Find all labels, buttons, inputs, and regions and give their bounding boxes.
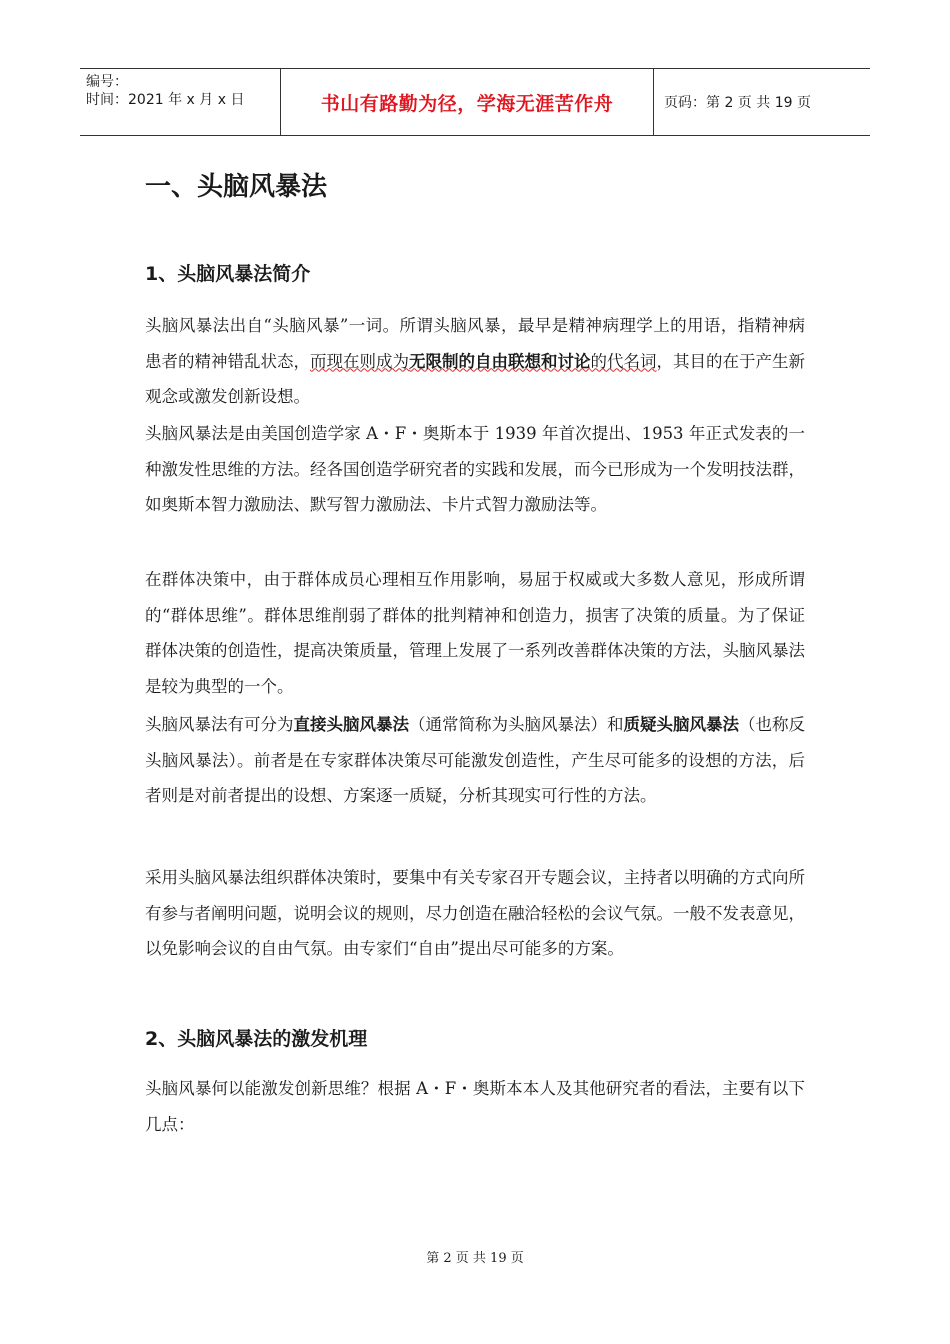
text-run: 的代名词	[590, 351, 657, 371]
paragraph-intro-2: 头脑风暴法是由美国创造学家 A・F・奥斯本于 1939 年首次提出、1953 年正式发表的一种激发性思维的方法。经各国创造学研究者的实践和发展，而今已形成为一个发明技法群，如奥斯本智力激励法、默写智力激励法、卡片式智力激励法等。	[145, 424, 805, 514]
doc-number-label: 编号：	[86, 74, 128, 90]
paragraph-intro-1	[145, 308, 805, 415]
text-run: （也称反头脑风暴法）。前者是在专家群体决策尽可能激发创造性，产生尽可能多的设想的方法，后者则是对前者提出的设想、方案逐一质疑，分析其现实可行性的方法。	[145, 715, 805, 805]
paragraph-intro-4	[145, 707, 805, 814]
bold-text: 无限制的自由联想和讨论	[409, 351, 591, 371]
section-heading-intro: 1、头脑风暴法简介	[145, 263, 311, 285]
header-motto: 书山有路勤为径，学海无涯苦作舟	[281, 69, 654, 135]
text-run: ，其目的在于产生新观念或激发创新设想。	[145, 351, 805, 406]
section-heading-mechanism: 2、头脑风暴法的激发机理	[145, 1028, 368, 1050]
text-run: 头脑风暴法出自“头脑风暴”一词。所谓头脑风暴，最早是精神病理学上的用语，指精神病患者的精神错乱状态，	[145, 316, 805, 371]
chapter-title: 一、头脑风暴法	[145, 172, 328, 202]
paragraph-intro-3: 在群体决策中，由于群体成员心理相互作用影响，易屈于权威或大多数人意见，形成所谓的“群体思维”。群体思维削弱了群体的批判精神和创造力，损害了决策的质量。为了保证群体决策的创造性，提高决策质量，管理上发展了一系列改善群体决策的方法，头脑风暴法是较为典型的一个。	[145, 570, 805, 696]
header-meta-cell	[80, 69, 281, 135]
page-footer: 第 2 页 共 19 页	[426, 1251, 524, 1266]
doc-date-label: 时间：2021 年 x 月 x 日	[86, 92, 245, 108]
paragraph-intro-5: 采用头脑风暴法组织群体决策时，要集中有关专家召开专题会议，主持者以明确的方式向所有参与者阐明问题，说明会议的规则，尽力创造在融洽轻松的会议气氛。一般不发表意见，以免影响会议的自由气氛。由专家们“自由”提出尽可能多的方案。	[145, 868, 805, 958]
underlined-text	[310, 352, 657, 371]
paragraph-mechanism-1: 头脑风暴何以能激发创新思维？根据 A・F・奥斯本本人及其他研究者的看法，主要有以下几点：	[145, 1079, 805, 1134]
text-run: （通常简称为头脑风暴法）和	[409, 715, 624, 734]
text-run: 而现在则成为	[310, 351, 409, 371]
page-header	[80, 68, 870, 136]
bold-text: 直接头脑风暴法	[293, 715, 409, 734]
bold-text: 质疑头脑风暴法	[623, 715, 739, 734]
text-run: 头脑风暴法有可分为	[145, 715, 294, 734]
header-page-info: 页码：第 2 页 共 19 页	[664, 95, 811, 111]
